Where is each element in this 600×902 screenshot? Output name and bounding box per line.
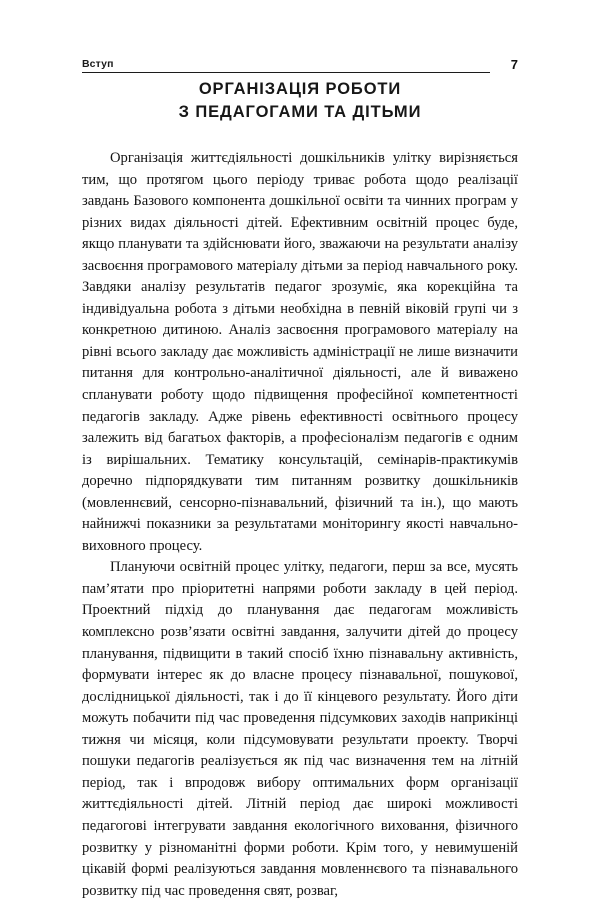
page-title-line-1: ОРГАНІЗАЦІЯ РОБОТИ bbox=[198, 80, 402, 98]
page-number: 7 bbox=[510, 57, 518, 72]
page-title-line-2: З ПЕДАГОГАМИ ТА ДІТЬМИ bbox=[178, 103, 422, 122]
body-paragraph: Організація життєдіяльності дошкільників улітку вирізняється тим, що протягом цього періоду триває робота щодо реалізації завдань Базового компонента дошкільної освіти та чинних програм у різних видах діяльності дітей. Ефективним освітній процес буде, якщо планувати та здійснювати його, зважаючи на результати аналізу засвоєння програмового матеріалу дітьми за період навчального року. Завдяки аналізу результатів педагог зрозуміє, яка корекційна та індивідуальна робота з дітьми необхідна в певній віковій групі чи з конкретною дитиною. Аналіз засвоєння програмового матеріалу на рівні всього закладу дає можливість адміністрації не лише визначити питання для контрольно-аналітичної діяльності, але й виважено спланувати роботу щодо підвищення професійної компетентності педагогів закладу. Адже рівень ефективності освітнього процесу залежить від багатьох факторів, а професіоналізм педагогів є одним із вирішальних. Тематику консультацій, семінарів-практикумів доречно підпорядкувати тим питанням розвитку дошкільників (мовленнєвий, сенсорно-пізнавальний, фізичний та ін.), що мають найнижчі показники за результатами моніторингу якості навчально-виховного процесу. bbox=[82, 150, 518, 554]
page-title bbox=[82, 78, 518, 125]
page-header bbox=[82, 50, 518, 72]
running-head: Вступ bbox=[82, 57, 114, 70]
body-text-column bbox=[82, 148, 518, 902]
body-paragraph: Плануючи освітній процес улітку, педагоги, перш за все, мусять пам’ятати про пріоритетні напрями роботи закладу в цей період. Проектний підхід до планування дає педагогам можливість комплексно розв’язати освітні завдання, залучити дітей до процесу планування, підвищити в такий спосіб їхню пізнавальну активність, формувати інтерес як до власне процесу пізнавальної, пошукової, дослідницької діяльності, так і до її кінцевого результату. Його діти можуть побачити під час проведення підсумкових заходів наприкінці тижня чи місяця, коли підсумовувати результати проекту. Творчі пошуки педагогів реалізується як під час визначення тем на літній період, так і впродовж вибору оптимальних форм організації життєдіяльності дітей. Літній період дає широкі можливості педагогові інтегрувати завдання екологічного виховання, фізичного розвитку у різноманітні форми роботи. Крім того, у невимушеній цікавій формі реалізуються завдання мовленнєвого та пізнавального розвитку під час проведення свят, розваг, bbox=[82, 559, 518, 899]
page-header-row bbox=[82, 50, 518, 72]
header-divider-rule bbox=[82, 72, 490, 73]
